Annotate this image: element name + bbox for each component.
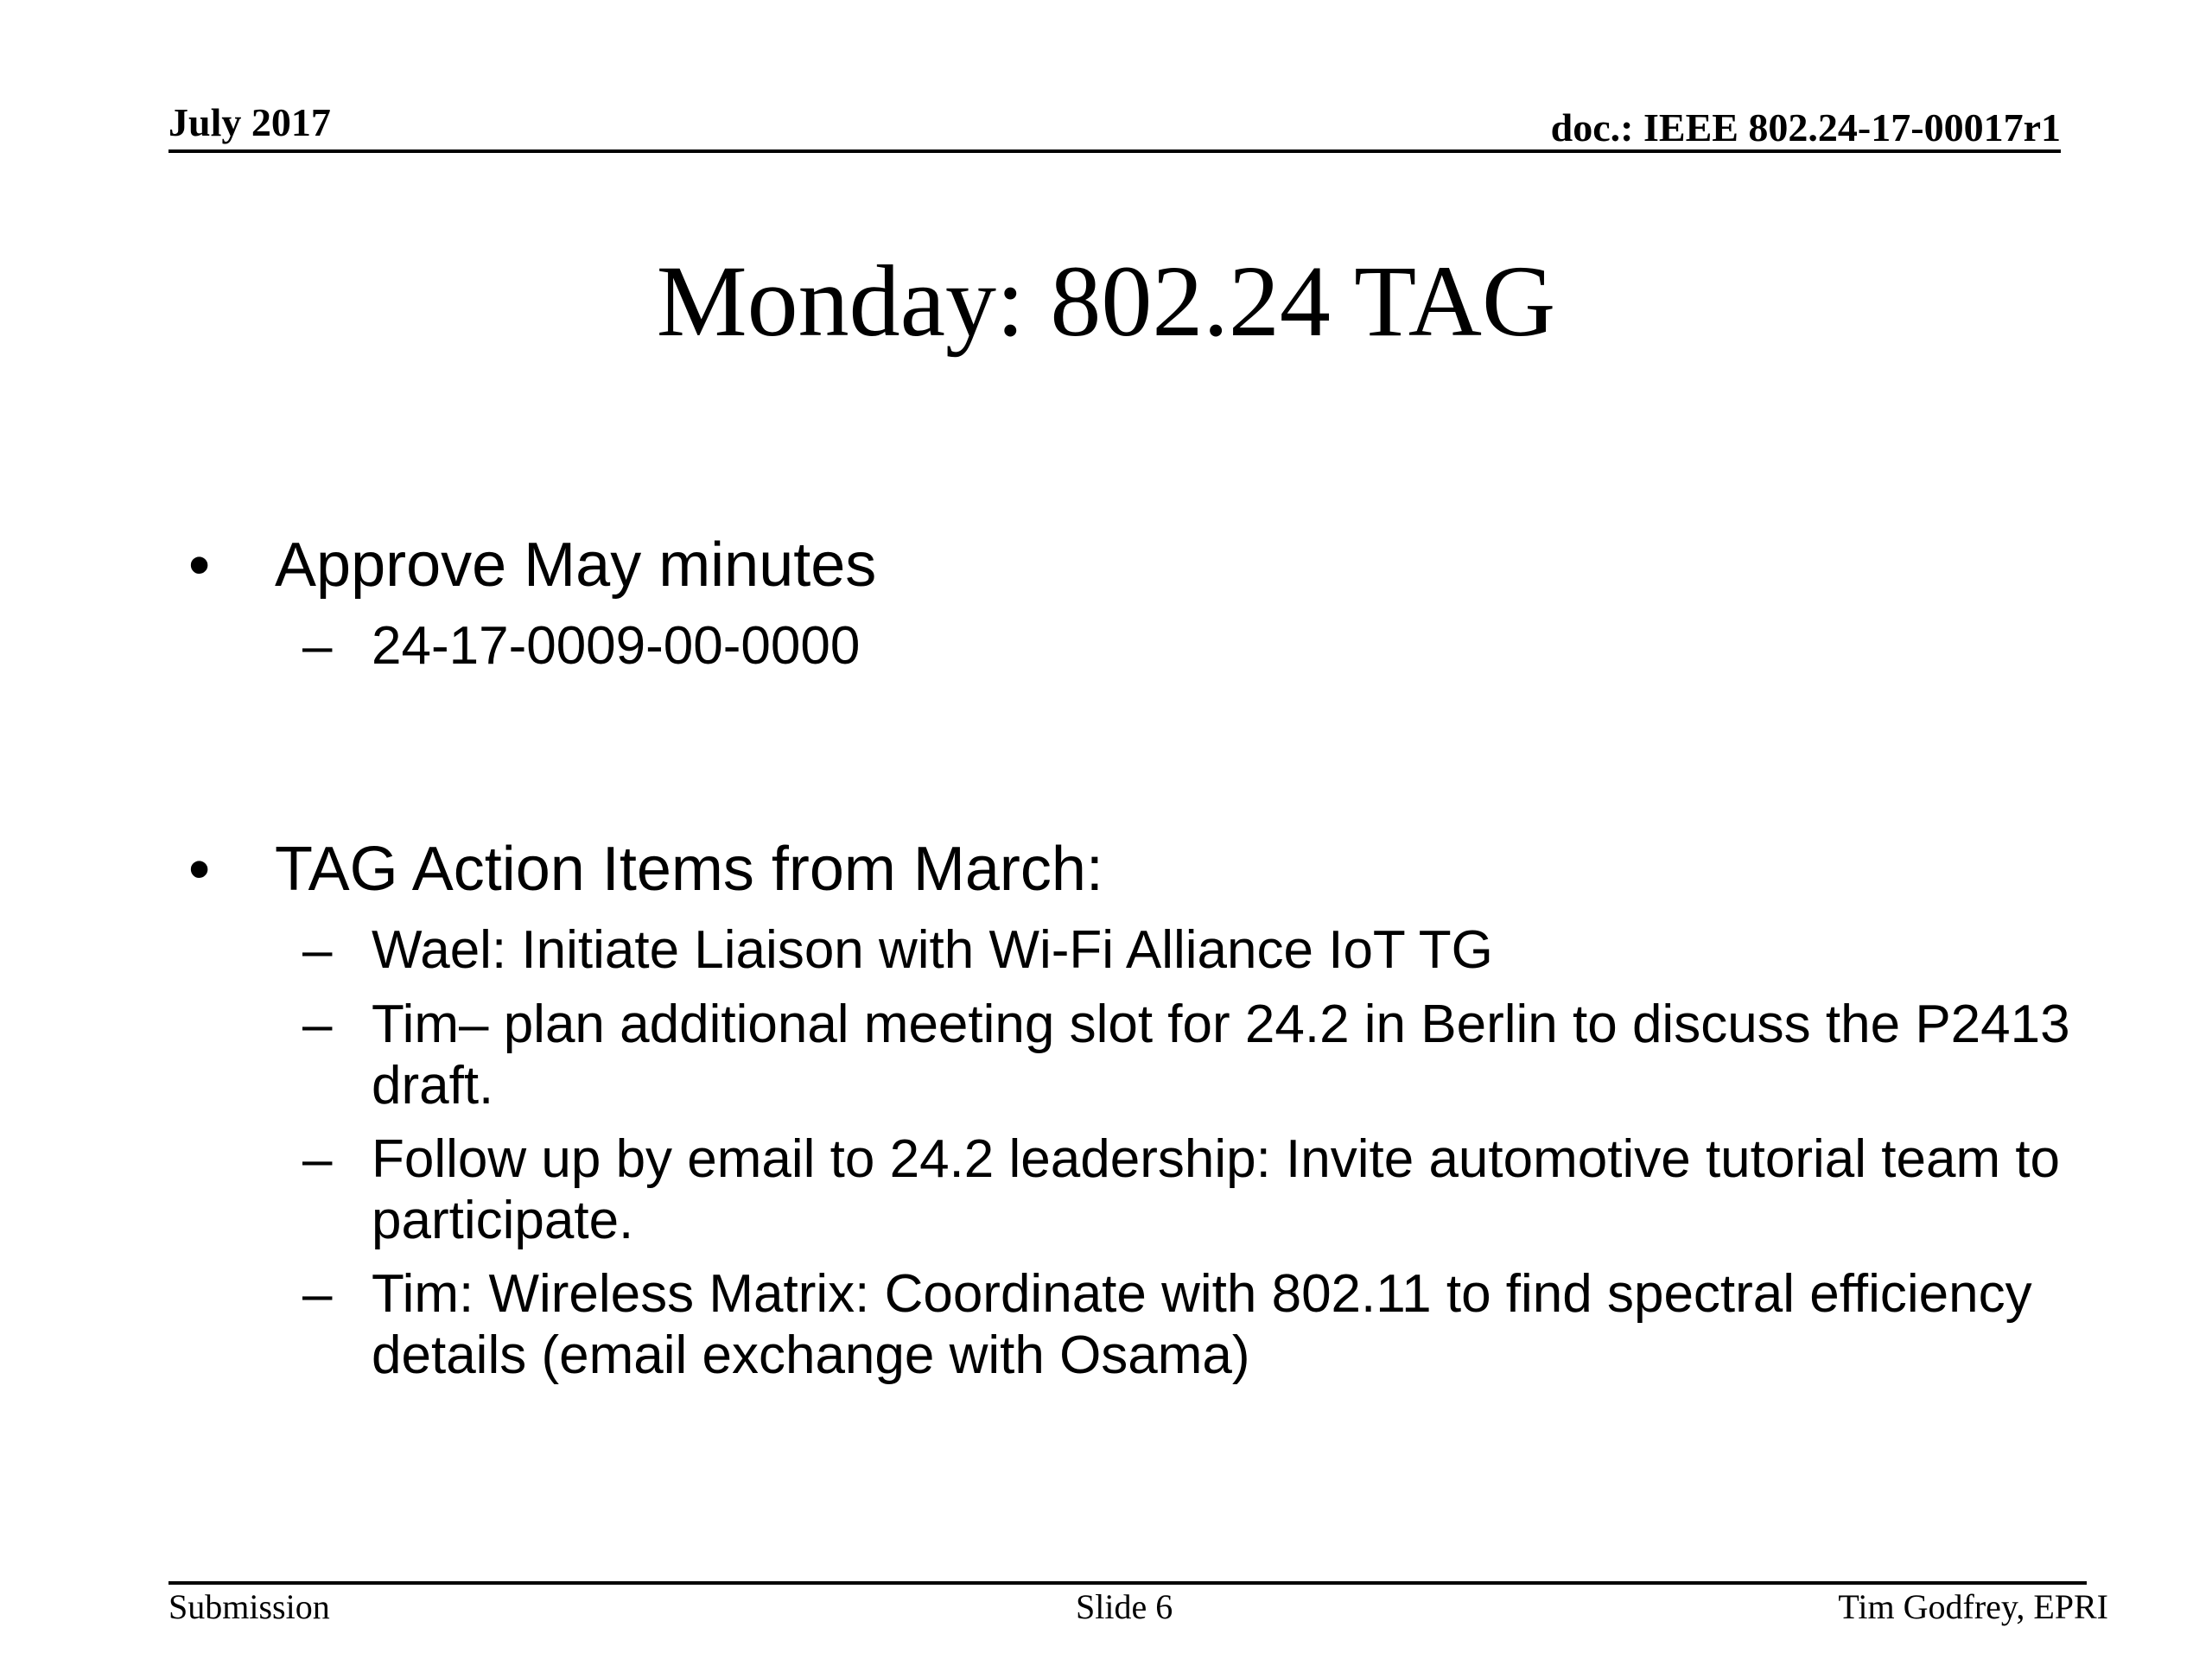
sub-bullet-item	[302, 1263, 2082, 1386]
sub-bullet-text: Follow up by email to 24.2 leadership: Invite automotive tutorial team to participate.	[372, 1129, 2061, 1250]
sub-bullet-mark: –	[302, 616, 333, 676]
sub-bullet-item	[302, 615, 2082, 677]
sub-bullet-text: Wael: Initiate Liaison with Wi-Fi Alliance IoT TG	[372, 920, 1493, 980]
sub-bullet-mark: –	[302, 995, 333, 1054]
bullet-mark: •	[188, 835, 211, 904]
sub-bullet-mark: –	[302, 1129, 333, 1189]
footer-slide-number: Slide 6	[1076, 1587, 1173, 1626]
sub-bullet-mark: –	[302, 1264, 333, 1324]
sub-bullet-item	[302, 994, 2082, 1116]
sub-bullet-item	[302, 919, 2082, 981]
sub-bullet-text: Tim– plan additional meeting slot for 24.2 in Berlin to discuss the P2413 draft.	[372, 995, 2070, 1116]
bullet-mark: •	[188, 531, 211, 600]
sub-bullet-text: Tim: Wireless Matrix: Coordinate with 802.11 to find spectral efficiency details (email exchange with Osama)	[372, 1264, 2032, 1385]
header-date: July 2017	[168, 100, 331, 144]
slide-title: Monday: 802.24 TAG	[656, 245, 1556, 358]
sub-bullet-item	[302, 1128, 2082, 1251]
header-doc-id: doc.: IEEE 802.24-17-00017r1	[1550, 105, 2061, 149]
sub-bullet-text: 24-17-0009-00-0000	[372, 616, 861, 676]
footer-divider	[168, 1581, 2087, 1585]
bullet-text: TAG Action Items from March:	[275, 835, 1103, 904]
bullet-text: Approve May minutes	[275, 531, 877, 600]
footer-author: Tim Godfrey, EPRI	[1838, 1587, 2108, 1626]
footer-submission: Submission	[168, 1587, 330, 1626]
sub-bullet-mark: –	[302, 920, 333, 980]
